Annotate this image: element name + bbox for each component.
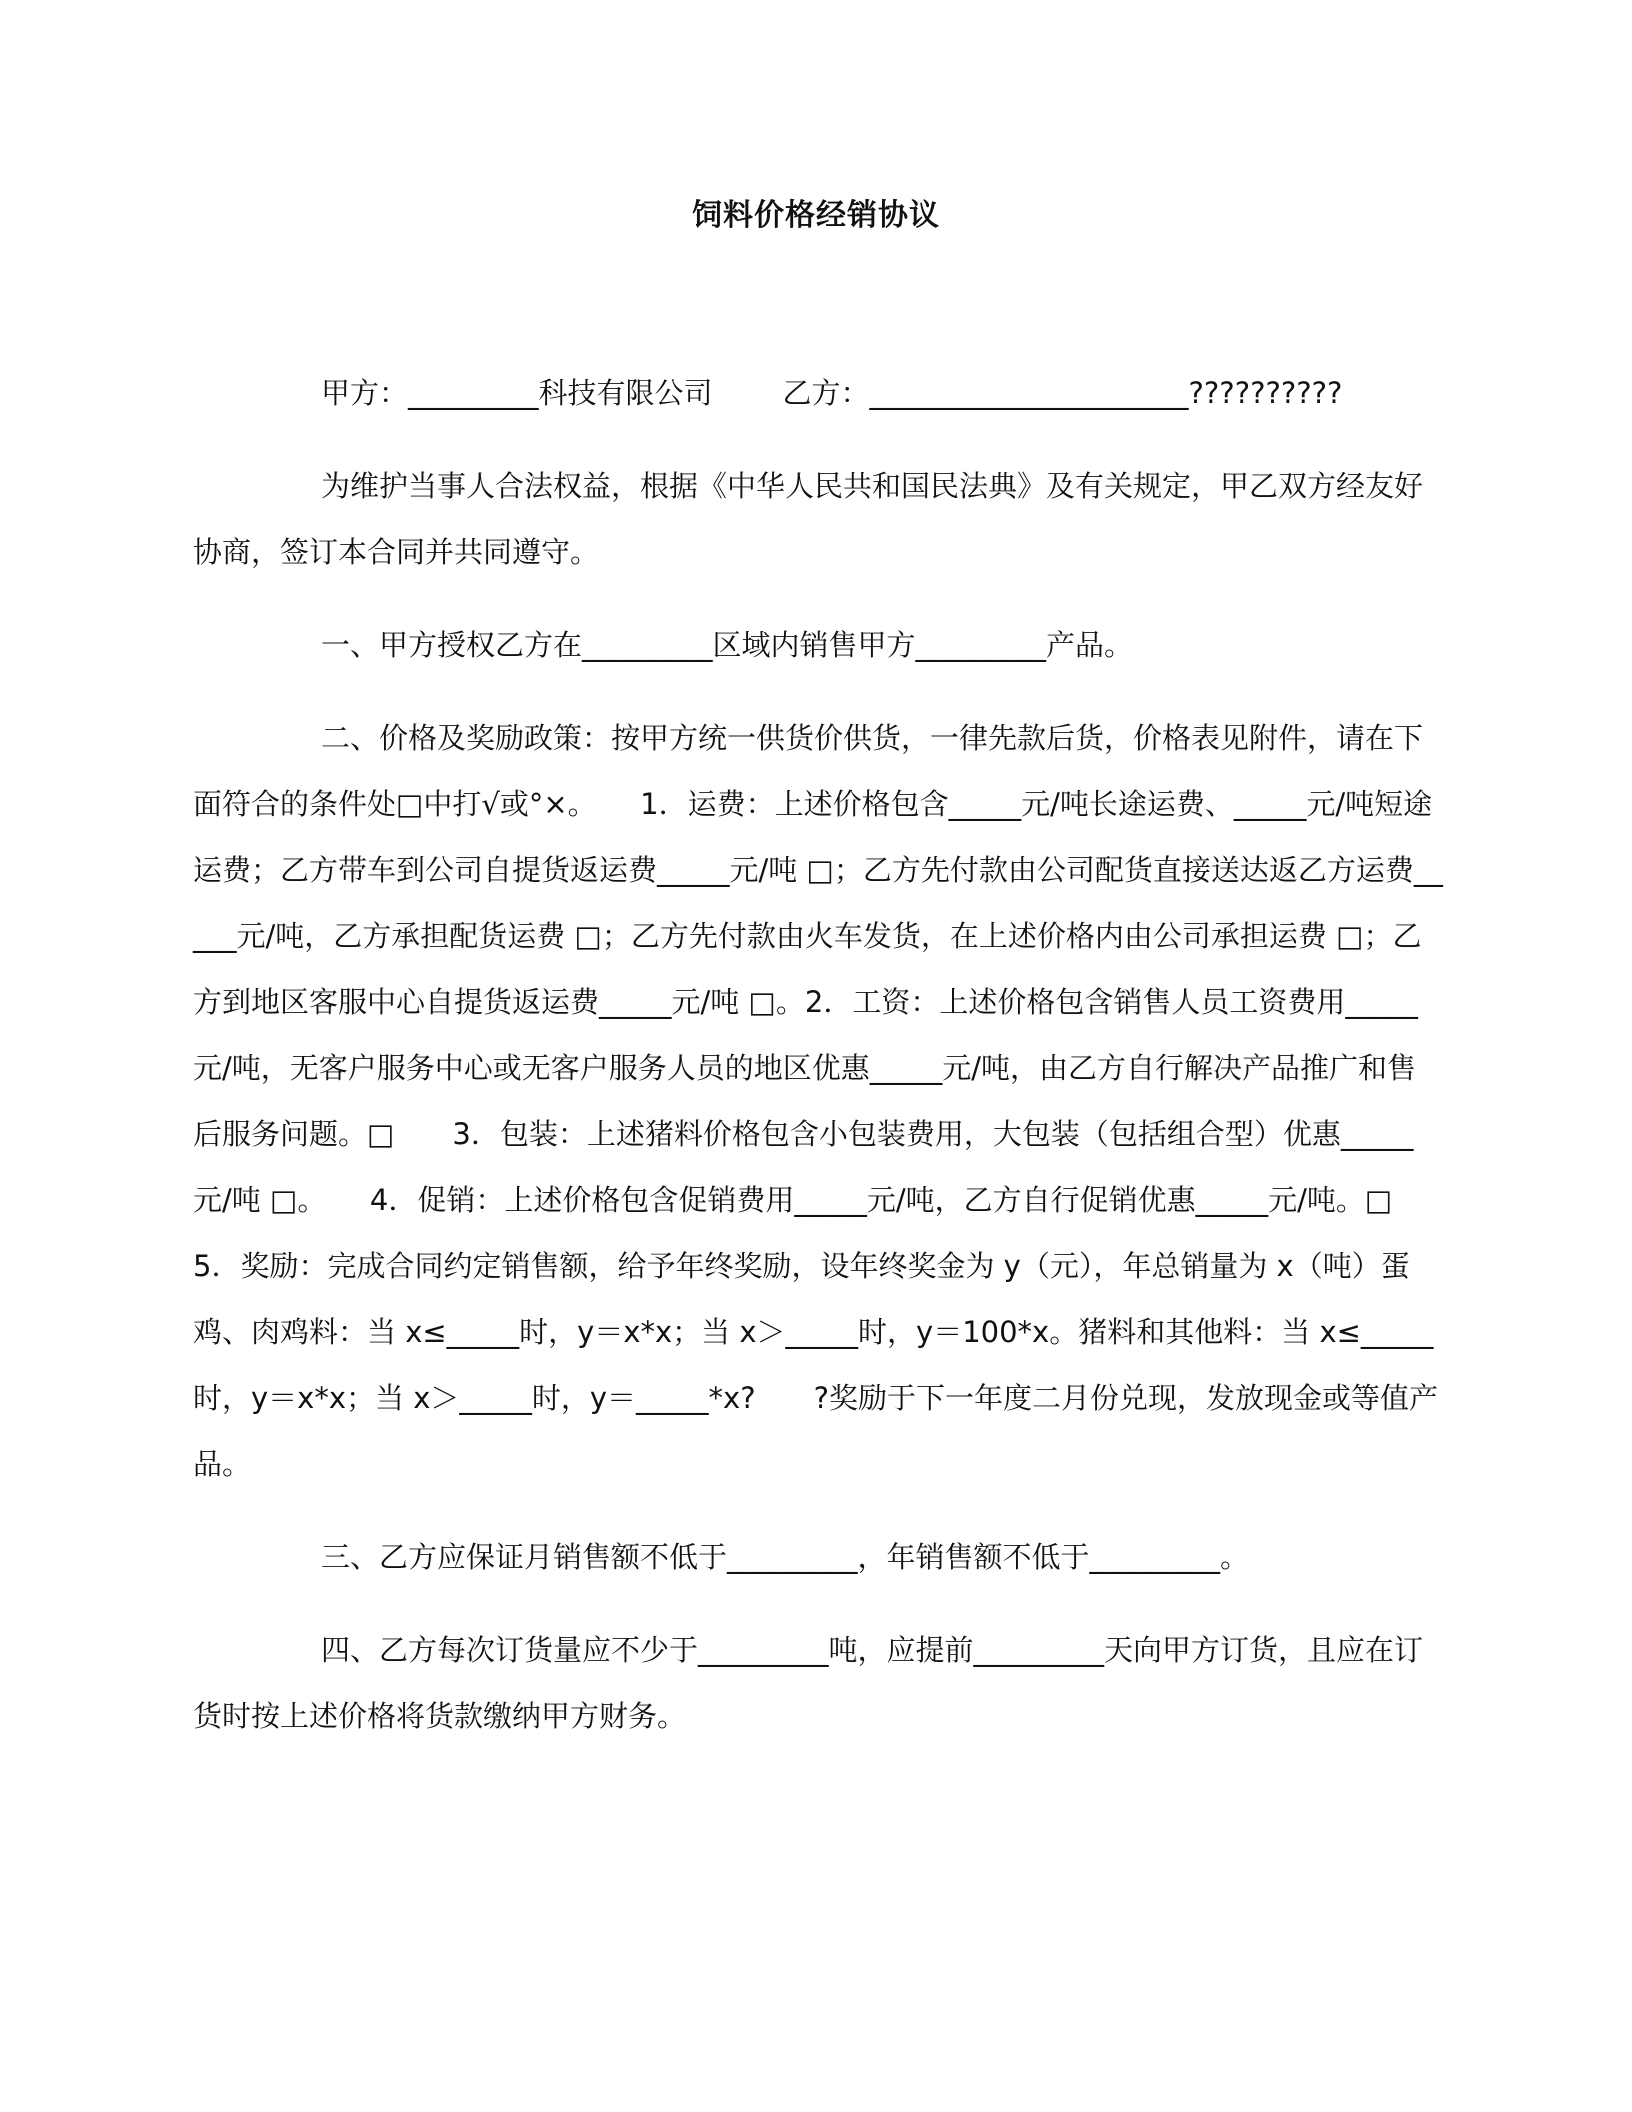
document-title: 饲料价格经销协议 — [692, 198, 940, 233]
clause-4-ordering: 四、乙方每次订货量应不少于_________吨，应提前_________天向甲方订货，且应在订货时按上述价格将货款缴纳甲方财务。 — [193, 1633, 1424, 1733]
clause-3-sales-minimum: 三、乙方应保证月销售额不低于_________，年销售额不低于_________。 — [321, 1540, 1250, 1574]
parties-line — [193, 360, 1443, 426]
preamble-paragraph: 为维护当事人合法权益，根据《中华人民共和国民法典》及有关规定，甲乙双方经友好协商，签订本合同并共同遵守。 — [193, 469, 1424, 569]
party-b: 乙方：______________________?????????? — [782, 376, 1343, 410]
party-a: 甲方：_________科技有限公司 — [321, 376, 713, 410]
clause-2-pricing-and-rewards: 二、价格及奖励政策：按甲方统一供货价供货，一律先款后货，价格表见附件，请在下面符合的条件处□中打√或°×。 1．运费：上述价格包含_____元/吨长途运费、_____元/吨短途运费；乙方带车到公司自提货返运费_____元/吨 □；乙方先付款由公司配货直接送达返乙方运费_____元/吨，乙方承担配货运费 □；乙方先付款由火车发货，在上述价格内由公司承担运费 □；乙方到地区客服中心自提货返运费_____元/吨 □。2．工资：上述价格包含销售人员工资费用_____元/吨，无客户服务中心或无客户服务人员的地区优惠_____元/吨，由乙方自行解决产品推广和售后服务问题。□ 3．包装：上述猪料价格包含小包装费用，大包装（包括组合型）优惠_____元/吨 □。 4．促销：上述价格包含促销费用_____元/吨，乙方自行促销优惠_____元/吨。□ 5．奖励：完成合同约定销售额，给予年终奖励，设年终奖金为 y（元），年总销量为 x（吨）蛋鸡、肉鸡料：当 x≤_____时，y＝x*x；当 x＞_____时，y＝100*x。猪料和其他料：当 x≤_____时，y＝x*x；当 x＞_____时，y＝_____*x? ?奖励于下一年度二月份兑现，发放现金或等值产品。 — [193, 721, 1451, 1481]
document-body — [193, 360, 1451, 1776]
clause-1-authorization: 一、甲方授权乙方在_________区域内销售甲方_________产品。 — [321, 628, 1134, 662]
